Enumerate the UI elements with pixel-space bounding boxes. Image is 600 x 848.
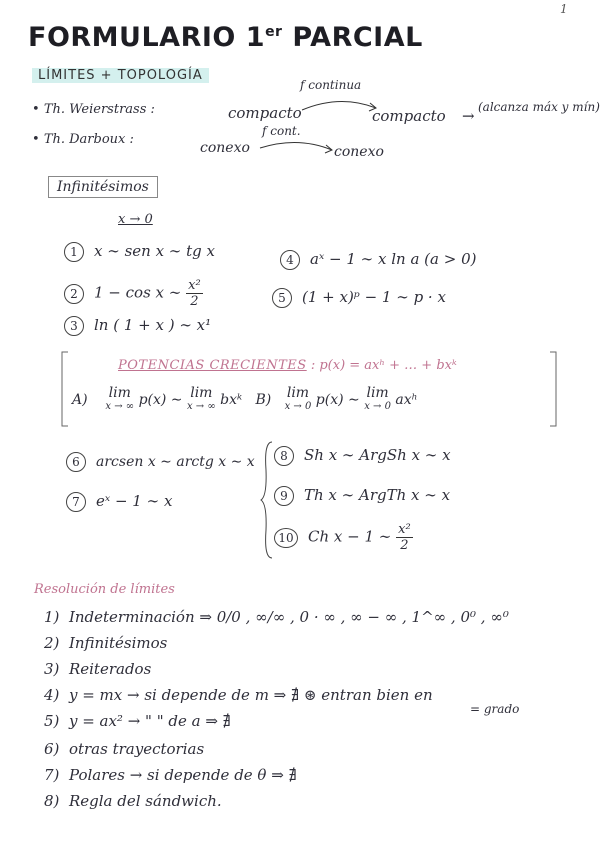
limit: [105, 386, 134, 414]
darboux-label: Th. Darboux :: [43, 132, 134, 147]
weierstrass-line: [32, 102, 155, 117]
fraction-numerator: x²: [398, 522, 411, 537]
equation-9: [274, 486, 450, 506]
number-badge: 1: [64, 242, 84, 262]
equation-2: [64, 278, 203, 309]
darboux-arrow-icon: [258, 136, 338, 156]
limit: [187, 386, 216, 414]
number-badge: 3: [64, 316, 84, 336]
potencias-row: [72, 386, 418, 414]
list-item: [44, 766, 297, 784]
weierstrass-label: Th. Weierstrass :: [43, 102, 155, 117]
list-number: 2): [44, 634, 60, 652]
limit-subscript: x → 0: [284, 401, 312, 412]
limit-expression: p(x) ∼: [315, 392, 360, 408]
equation-7: [66, 492, 172, 512]
weierstrass-left: compacto: [228, 104, 302, 122]
darboux-left: conexo: [200, 140, 250, 156]
limit-word: lim: [190, 385, 213, 401]
fraction-denominator: 2: [190, 294, 199, 309]
list-item: [44, 634, 167, 652]
list-text: Polares → si depende de θ ⇒ ∄: [68, 766, 297, 784]
equation-10: [274, 522, 413, 553]
equation-text: (1 + x)ᵖ − 1 ∼ p · x: [302, 288, 446, 306]
number-badge: 10: [274, 528, 298, 548]
number-badge: 6: [66, 452, 86, 472]
implies-arrow: →: [462, 107, 475, 125]
list-item: [44, 686, 433, 704]
darboux-arrow-label: f cont.: [262, 124, 301, 138]
potencias-line: [118, 358, 457, 373]
equation-text: arcsen x ∼ arctg x ∼ x: [96, 454, 255, 470]
bullet-icon: •: [32, 102, 40, 117]
limit-expression: p(x) ∼: [138, 392, 183, 408]
title-rest: PARCIAL: [282, 22, 423, 53]
list-text: Indeterminación ⇒ 0/0 , ∞/∞ , 0 · ∞ , ∞ − ∞ , 1^∞ , 0⁰ , ∞⁰: [68, 608, 509, 626]
limit-expression: bxᵏ: [220, 392, 243, 408]
limit: [285, 386, 312, 414]
case-b-label: B): [255, 392, 272, 408]
number-badge: 7: [66, 492, 86, 512]
weierstrass-right: compacto: [372, 107, 446, 125]
darboux-line: [32, 132, 134, 147]
list-text: Reiterados: [68, 660, 152, 678]
fraction: [396, 522, 413, 553]
list-item: [44, 712, 231, 730]
limit-subscript: x → ∞: [105, 401, 135, 412]
list-item: [44, 608, 509, 626]
number-badge: 2: [64, 284, 84, 304]
number-badge: 9: [274, 486, 294, 506]
darboux-right: conexo: [334, 144, 384, 160]
section-limits-label: LÍMITES + TOPOLOGÍA: [32, 68, 209, 83]
limit-word: lim: [366, 385, 389, 401]
limit-subscript: x → ∞: [186, 401, 216, 412]
list-text: y = mx → si depende de m ⇒ ∄ ⊛ entran bien en: [68, 686, 433, 704]
list-text: otras trayectorias: [68, 740, 205, 758]
equation-text: ln ( 1 + x ) ∼ x¹: [94, 316, 212, 334]
list-number: 1): [44, 608, 60, 626]
number-badge: 5: [272, 288, 292, 308]
resolucion-heading: Resolución de límites: [34, 582, 175, 597]
limit-subscript: x → 0: [364, 401, 391, 412]
equation-text: Th x ∼ ArgTh x ∼ x: [304, 486, 451, 504]
equation-5: [272, 288, 446, 308]
fraction-denominator: 2: [400, 538, 409, 553]
fraction-numerator: x²: [188, 278, 201, 293]
list-text: Regla del sándwich.: [68, 792, 222, 810]
limit-word: lim: [108, 385, 131, 401]
potencias-title: POTENCIAS CRECIENTES: [118, 358, 307, 373]
page-number: 1: [560, 2, 568, 16]
equation-text: aˣ − 1 ∼ x ln a (a > 0): [310, 250, 477, 268]
list-number: 4): [44, 686, 60, 704]
list-number: 3): [44, 660, 60, 678]
bullet-icon: •: [32, 132, 40, 147]
list-item: [44, 740, 204, 758]
weierstrass-arrow-label: f continua: [300, 78, 362, 92]
title-superscript: er: [265, 24, 283, 40]
section-limits-heading: [32, 68, 209, 83]
list-text: y = ax² → " " de a ⇒ ∄: [68, 712, 231, 730]
fraction: [186, 278, 203, 309]
potencias-formula: : p(x) = axʰ + … + bxᵏ: [310, 358, 457, 373]
weierstrass-result: (alcanza máx y mín): [478, 100, 600, 114]
equation-3: [64, 316, 211, 336]
list-item: [44, 660, 151, 678]
limit-expression: axʰ: [395, 392, 418, 408]
limit: [364, 386, 391, 414]
page-title: [28, 22, 423, 53]
number-badge: 8: [274, 446, 294, 466]
equation-text: 1 − cos x ∼: [94, 283, 182, 302]
equation-text: Sh x ∼ ArgSh x ∼ x: [304, 446, 451, 464]
list-text: Infinitésimos: [68, 634, 168, 652]
list-number: 5): [44, 712, 60, 730]
equation-text: x ∼ sen x ∼ tg x: [94, 242, 215, 260]
x-to-0-label: x → 0: [118, 212, 153, 227]
infinitesimos-heading: Infinitésimos: [48, 176, 158, 198]
case-a-label: A): [72, 392, 88, 408]
list-number: 8): [44, 792, 60, 810]
number-badge: 4: [280, 250, 300, 270]
list-number: 7): [44, 766, 60, 784]
equation-4: [280, 250, 476, 270]
weierstrass-arrow-icon: [300, 94, 380, 114]
brace-icon: [260, 440, 274, 560]
equation-text: Ch x − 1 ∼: [308, 527, 392, 546]
limit-word: lim: [286, 385, 310, 401]
title-text: FORMULARIO 1: [28, 22, 266, 53]
list-item: [44, 792, 222, 810]
equation-1: [64, 242, 215, 262]
list-number: 6): [44, 740, 60, 758]
equation-text: eˣ − 1 ∼ x: [96, 492, 173, 510]
equation-8: [274, 446, 451, 466]
note-grado: = grado: [470, 702, 520, 716]
equation-6: [66, 452, 255, 472]
